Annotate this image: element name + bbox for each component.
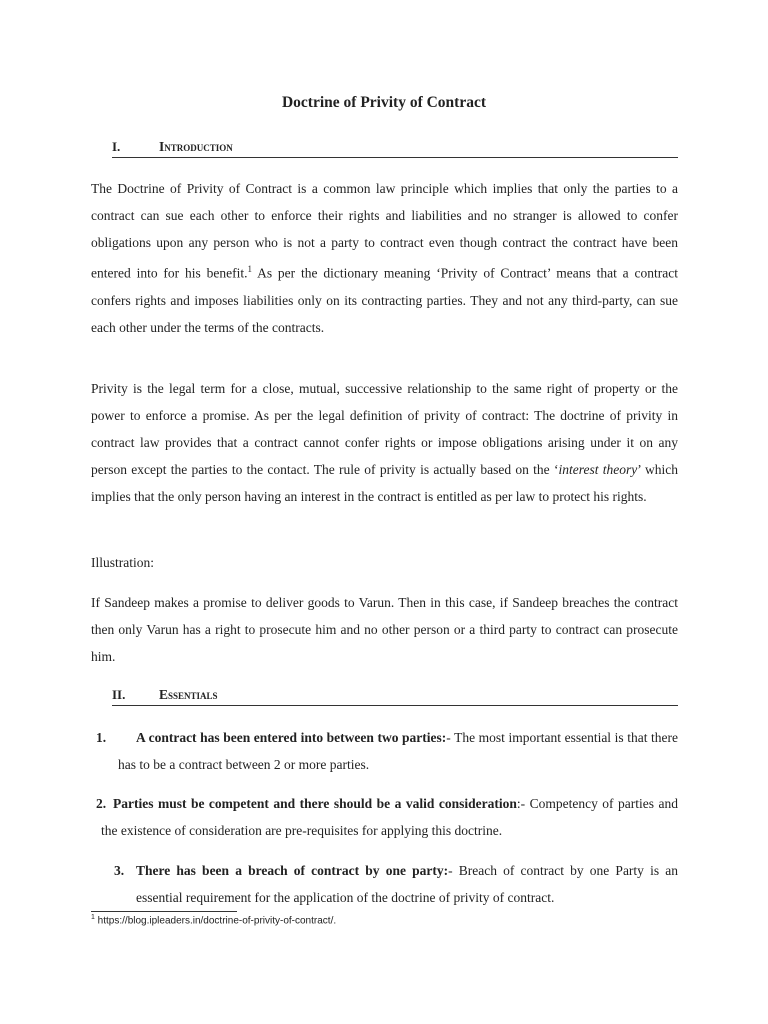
footnote (91, 914, 336, 926)
intro-paragraph-1-text-b: As per the dictionary meaning ‘Privity of Contract’ means that a contract confers rights and imposes liabilities only on its contracting parties. They and not any third-party, can sue each other under the terms of the contracts. (91, 265, 678, 335)
section-number: II. (112, 687, 126, 702)
essential-item-number: 1. (96, 730, 107, 745)
intro-paragraph-2 (91, 375, 678, 510)
illustration-label: Illustration: (91, 555, 154, 570)
essential-item-number: 2. (96, 796, 107, 811)
essential-item-text: - Breach of contract by one Party is an essential requirement for the application of the doctrine of privity of contract. (136, 863, 678, 905)
footnote-separator (91, 911, 237, 912)
essential-item-2 (96, 790, 678, 844)
interest-theory-emphasis: interest theory (558, 462, 638, 477)
intro-paragraph-1 (91, 175, 678, 341)
section-heading-introduction (112, 137, 678, 158)
essential-item-heading: Parties must be competent and there should be a valid consideration (113, 796, 517, 811)
document-title: Doctrine of Privity of Contract (281, 94, 486, 111)
footnote-number: 1 (91, 914, 95, 921)
illustration-paragraph: If Sandeep makes a promise to deliver goods to Varun. Then in this case, if Sandeep breaches the contract then only Varun has a right to prosecute him and no other person or a third party to contract can prosecute him. (91, 595, 678, 664)
section-heading-essentials (112, 685, 678, 706)
intro-paragraph-1-text-a: The Doctrine of Privity of Contract is a common law principle which implies that only the parties to a contract can sue each other to enforce their rights and liabilities and no stranger is allowed to confer obligations upon any person who is not a party to contract even though contract the contract have been entered into for his benefit. (91, 181, 678, 281)
intro-paragraph-2-text-b: ’ which implies that the only person having an interest in the contract is entitled as per law to protect his rights. (91, 462, 678, 504)
essential-item-heading: There has been a breach of contract by one party: (136, 863, 449, 878)
essential-item-3 (114, 857, 678, 911)
essential-item-number: 3. (114, 863, 125, 878)
section-label: Essentials (159, 687, 218, 702)
footnote-link[interactable]: https://blog.ipleaders.in/doctrine-of-privity-of-contract/. (94, 915, 337, 927)
essential-item-text: :- Competency of parties and the existence of consideration are pre-requisites for applying this doctrine. (101, 796, 678, 838)
intro-paragraph-2-text-a: Privity is the legal term for a close, mutual, successive relationship to the same right of property or the power to enforce a promise. As per the legal definition of privity of contract: The doctrine of privity in contract law provides that a contract cannot confer rights or impose obligations arising under it on any person except the parties to the contact. The rule of privity is actually based on the ‘ (91, 381, 678, 477)
footnote-ref[interactable]: 1 (247, 264, 252, 274)
essential-item-1 (96, 724, 678, 778)
essential-item-text: - The most important essential is that there has to be a contract between 2 or more parties. (118, 730, 679, 772)
essential-item-heading: A contract has been entered into between two parties: (136, 730, 447, 745)
section-number: I. (112, 139, 121, 154)
section-label: Introduction (159, 139, 233, 154)
